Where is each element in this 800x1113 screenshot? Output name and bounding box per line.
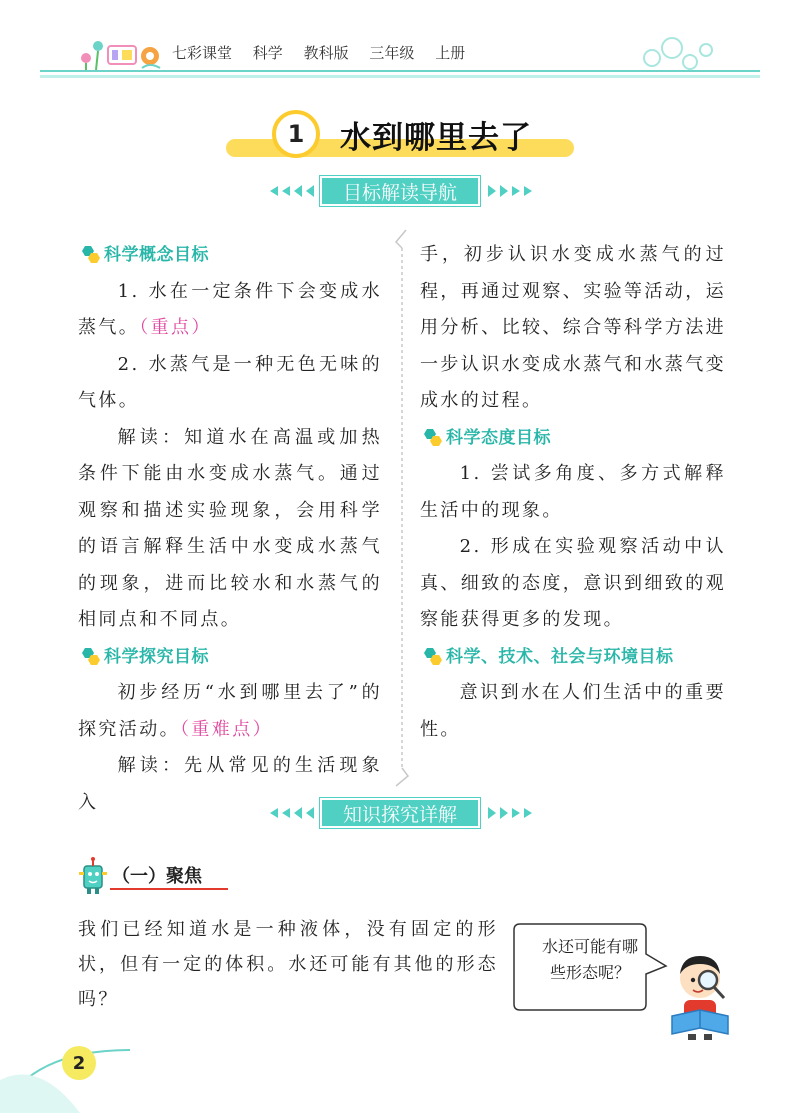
science-inquiry-heading: 科学探究目标 [104, 646, 209, 667]
hexagon-icon [78, 245, 102, 265]
banner-right-arrows-icon [488, 798, 532, 828]
banner-left-arrows-icon [270, 798, 314, 828]
stse-heading: 科学、技术、社会与环境目标 [446, 646, 674, 667]
inquiry-interpretation-start: 解读：先从常见的生活现象入 [78, 755, 382, 813]
science-concept-heading: 科学概念目标 [104, 245, 209, 265]
inquiry-interpretation-cont: 手，初步认识水变成水蒸气的过程，再通过观察、实验等活动，运用分析、比较、综合等科学方法进一步认识水变成水蒸气和水蒸气变成水的过程。 [420, 244, 726, 411]
header-series: 七彩课堂 [172, 44, 233, 62]
hexagon-icon [78, 647, 102, 667]
banner-right-arrows-icon [488, 176, 532, 206]
stse-goal: 意识到水在人们生活中的重要性。 [420, 682, 726, 740]
goals-banner [0, 176, 800, 210]
explain-banner [0, 798, 800, 832]
hexagon-icon [420, 647, 444, 667]
section-heading [420, 420, 726, 457]
key-point-tag: （重点） [139, 317, 212, 338]
page-corner-decoration [0, 1040, 800, 1113]
lesson-number: 1 [272, 110, 320, 158]
page-number: 2 [62, 1046, 96, 1080]
left-column [78, 237, 382, 821]
speech-bubble-text: 水还可能有哪些形态呢？ [541, 937, 638, 982]
header-edition: 教科版 [303, 44, 349, 62]
focus-title: （一）聚焦 [112, 866, 202, 887]
goals-banner-label: 目标解读导航 [320, 176, 480, 206]
lesson-title: 水到哪里去了 [340, 120, 532, 156]
banner-left-arrows-icon [270, 176, 314, 206]
header-rule-light [40, 75, 760, 78]
explain-banner-label: 知识探究详解 [320, 798, 480, 828]
header-text [172, 42, 481, 63]
concept-goal-1-text: 1. 水在一定条件下会变成水蒸气。 [78, 280, 382, 338]
hexagon-icon [420, 428, 444, 448]
robot-mascot-icon [76, 856, 108, 896]
child-magnifier-icon [660, 950, 740, 1042]
header-volume: 上册 [435, 44, 466, 62]
difficult-point-tag: （重难点） [180, 718, 273, 740]
inquiry-goal [78, 675, 382, 748]
brand-logo-icon [78, 36, 170, 72]
header-grade: 三年级 [369, 44, 415, 62]
inquiry-goal-text: 初步经历“水到哪里去了”的探究活动。 [78, 682, 382, 740]
concept-interpretation: 解读：知道水在高温或加热条件下能由水变成水蒸气。通过观察和描述实验现象，会用科学的语言解释生活中水变成水蒸气的现象，进而比较水和水蒸气的相同点和不同点。 [78, 426, 382, 630]
attitude-goal-2: 2. 形成在实验观察活动中认真、细致的态度，意识到细致的观察能获得更多的发现。 [420, 536, 726, 630]
focus-paragraph: 我们已经知道水是一种液体，没有固定的形状，但有一定的体积。水还可能有其他的形态吗？ [78, 919, 498, 1010]
page-header [0, 30, 800, 80]
section-heading [78, 639, 382, 676]
section-heading [78, 237, 382, 274]
attitude-goal-1: 1. 尝试多角度、多方式解释生活中的现象。 [420, 463, 726, 521]
right-column [420, 237, 726, 748]
header-subject: 科学 [252, 44, 283, 62]
concept-goal-2: 2. 水蒸气是一种无色无味的气体。 [78, 353, 382, 411]
science-attitude-heading: 科学态度目标 [446, 427, 551, 448]
focus-title-underline [110, 888, 228, 890]
bubbles-decoration-icon [640, 34, 730, 74]
column-divider [392, 228, 412, 788]
concept-goal-1 [78, 274, 382, 347]
section-heading [420, 639, 726, 676]
